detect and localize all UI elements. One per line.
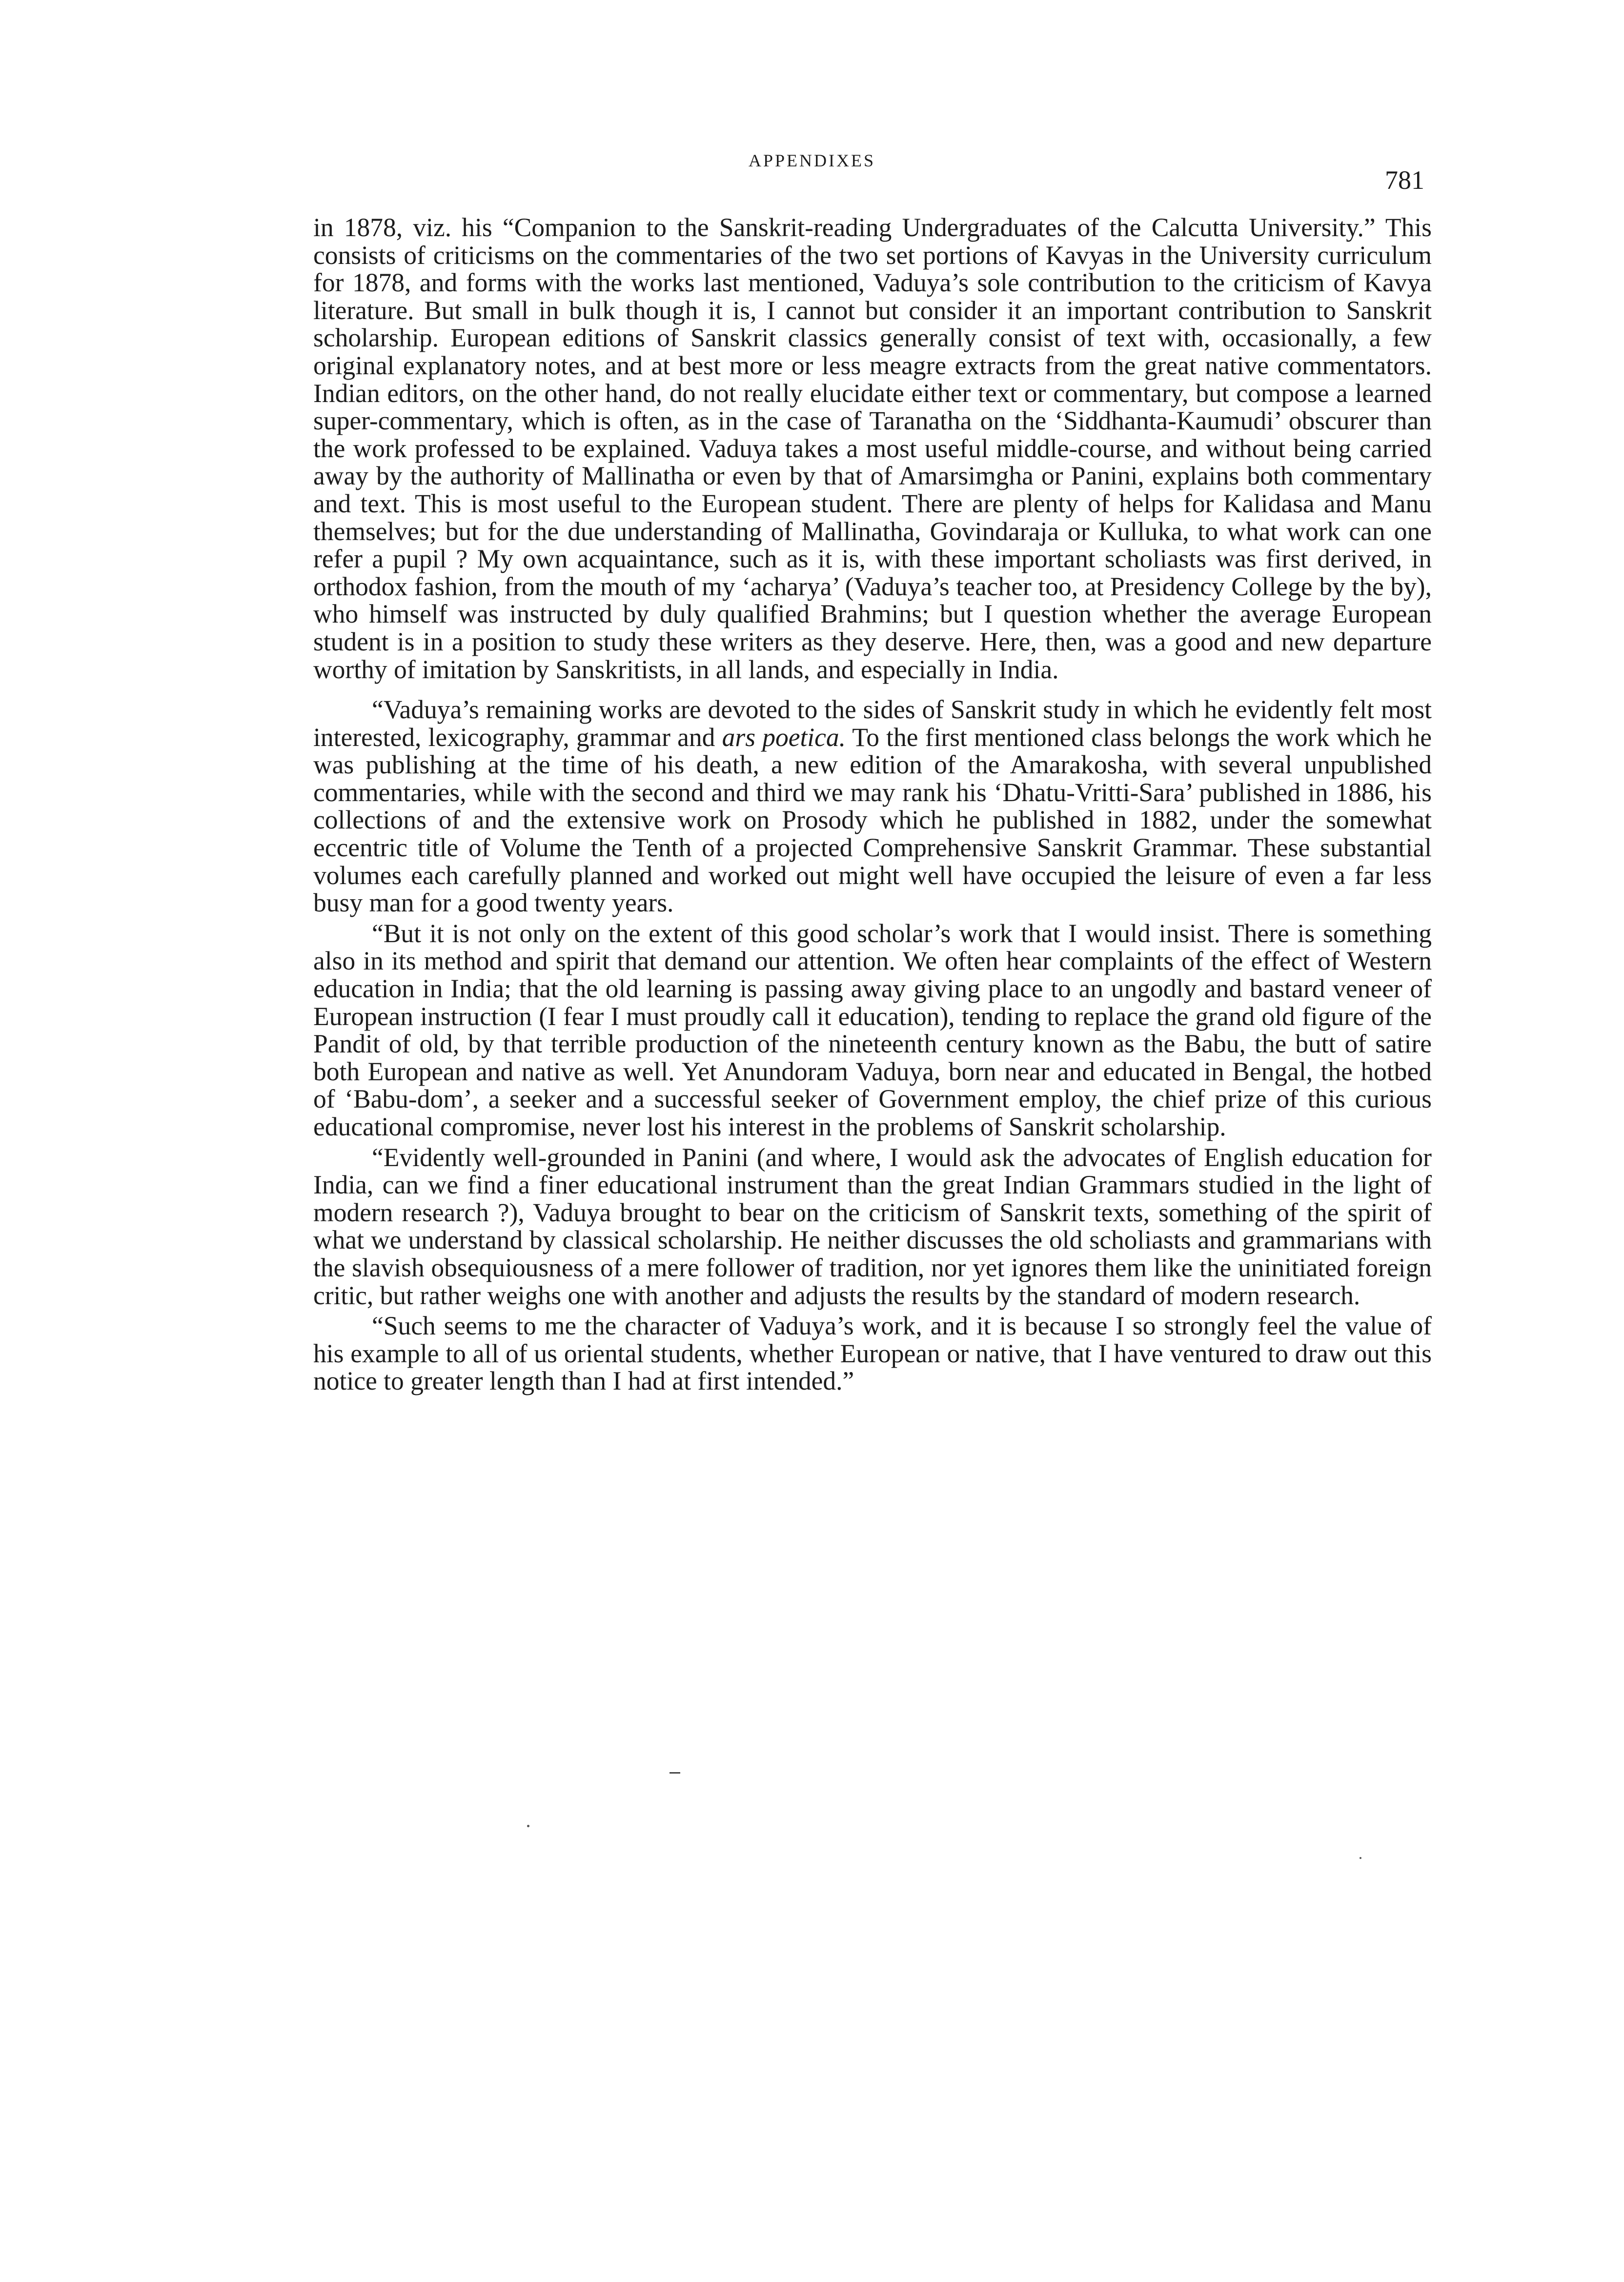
running-head: APPENDIXES <box>748 151 876 170</box>
paragraph-2 <box>313 696 1432 917</box>
stray-speck <box>527 1825 529 1827</box>
paragraph-1: in 1878, viz. his “Companion to the Sanskrit-reading Undergraduates of the Calcutta University.” This consists of criticisms on the commentaries of the two set portions of Kavyas in the University curriculum for 1878, and forms with the works last mentioned, Vaduya’s sole contribution to the criticism of Kavya literature. But small in bulk though it is, I cannot but consider it an important contribution to Sanskrit scholarship. European editions of Sanskrit classics generally consist of text with, occasionally, a few original explanatory notes, and at best more or less meagre extracts from the great native commentators. Indian editors, on the other hand, do not really elucidate either text or commentary, but compose a learned super-commentary, which is often, as in the case of Taranatha on the ‘Siddhanta-Kaumudi’ obscurer than the work professed to be explained. Vaduya takes a most useful middle-course, and without being carried away by the authority of Mallinatha or even by that of Amarsimgha or Panini, explains both commentary and text. This is most useful to the European student. There are plenty of helps for Kalidasa and Manu themselves; but for the due understanding of Mallinatha, Govindaraja or Kulluka, to what work can one refer a pupil ? My own acquaintance, such as it is, with these important scholiasts was first derived, in orthodox fashion, from the mouth of my ‘acharya’ (Vaduya’s teacher too, at Presidency College by the by), who himself was instructed by duly qualified Brahmins; but I question whether the average European student is in a position to study these writers as they deserve. Here, then, was a good and new departure worthy of imitation by Sanskritists, in all lands, and especially in India. <box>313 213 1432 684</box>
paragraph-2-before-italic: “Vaduya’s remaining works are devoted to the sides of Sanskrit study in which he evidently felt most interested, lexicography, grammar and <box>313 695 1432 752</box>
body-text <box>313 214 1432 1395</box>
paragraph-5: “Such seems to me the character of Vaduya’s work, and it is because I so strongly feel the value of his example to all of us oriental students, whether European or native, that I have ventured to draw out this notice to greater length than I had at first intended.” <box>313 1311 1432 1396</box>
paragraph-2-after-italic: To the first mentioned class belongs the work which he was publishing at the time of his death, a new edition of the Amarakosha, with several unpublished commentaries, while with the second and third we may rank his ‘Dhatu-Vritti-Sara’ published in 1886, his collections of and the extensive work on Prosody which he published in 1882, under the somewhat eccentric title of Volume the Tenth of a projected Comprehensive Sanskrit Grammar. These substantial volumes each carefully planned and worked out might well have occupied the leisure of even a far less busy man for a good twenty years. <box>313 722 1432 918</box>
stray-speck <box>1360 1857 1361 1859</box>
stray-mark <box>670 1772 680 1774</box>
paragraph-3: “But it is not only on the extent of this good scholar’s work that I would insist. There is something also in its method and spirit that demand our attention. We often hear complaints of the effect of Western education in India; that the old learning is passing away giving place to an ungodly and bastard veneer of European instruction (I fear I must proudly call it education), tending to replace the grand old figure of the Pandit of old, by that terrible production of the nineteenth century known as the Babu, the butt of satire both European and native as well. Yet Anundoram Vaduya, born near and educated in Bengal, the hotbed of ‘Babu-dom’, a seeker and a successful seeker of Government employ, the chief prize of this curious educational compromise, never lost his interest in the problems of Sanskrit scholarship. <box>313 918 1432 1141</box>
paragraph-4: “Evidently well-grounded in Panini (and where, I would ask the advocates of English education for India, can we find a finer educational instrument than the great Indian Grammars studied in the light of modern research ?), Vaduya brought to bear on the criticism of Sanskrit texts, something of the spirit of what we understand by classical scholarship. He neither discusses the old scholiasts and grammarians with the slavish obsequiousness of a mere follower of tradition, nor yet ignores them like the uninitiated foreign critic, but rather weighs one with another and adjusts the results by the standard of modern research. <box>313 1142 1432 1310</box>
paragraph-2-italic-term: ars poetica. <box>722 722 846 752</box>
page-number: 781 <box>1385 165 1424 195</box>
